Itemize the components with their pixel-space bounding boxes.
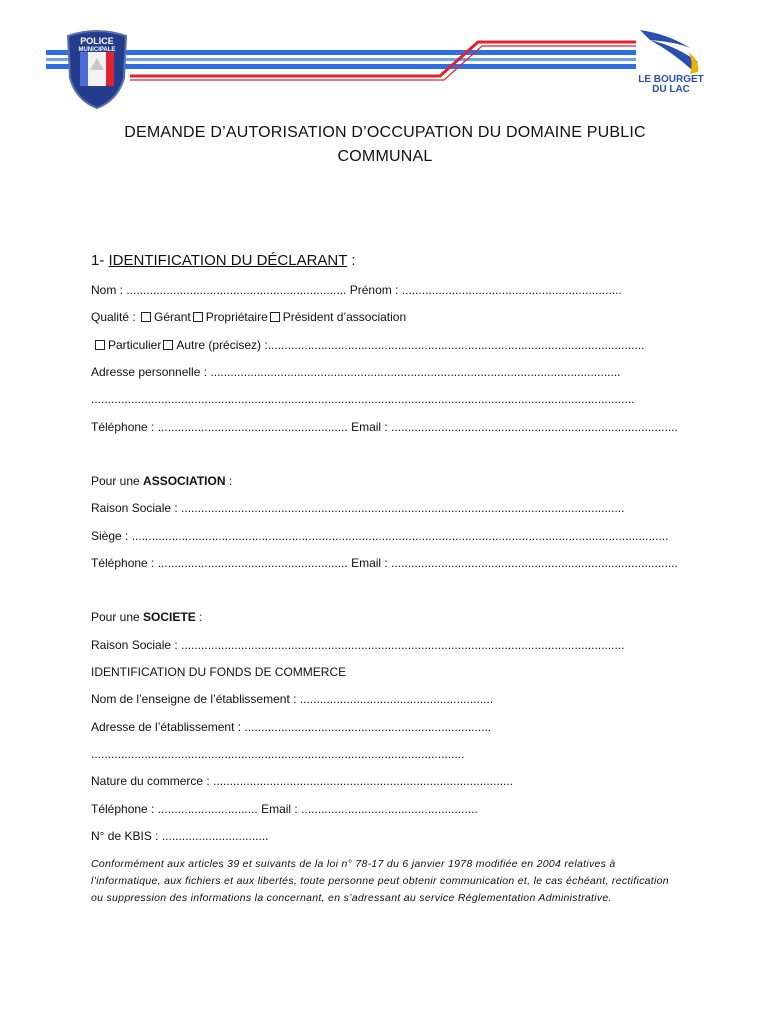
option-president-label: Président d’association <box>282 310 407 324</box>
field-adresse-etablissement[interactable]: Adresse de l’établissement : .......................................................................... <box>91 720 492 734</box>
option-gerant-label: Gérant <box>154 310 191 324</box>
option-proprietaire-label: Propriétaire <box>205 310 268 324</box>
field-qualite-2 <box>93 338 644 353</box>
checkbox-president[interactable] <box>270 312 280 322</box>
section-1-colon: : <box>347 252 356 269</box>
field-nom-prenom[interactable]: Nom : .................................................................. Prénom : .................................................................. <box>91 283 622 297</box>
field-association-raison-sociale[interactable]: Raison Sociale : ..................................................................................................................................... <box>91 501 625 515</box>
societe-heading <box>91 610 202 625</box>
section-1-title: IDENTIFICATION DU DÉCLARANT <box>108 252 348 269</box>
field-adresse-etablissement-2[interactable]: ................................................................................................................ <box>91 747 465 761</box>
societe-label: SOCIETE <box>143 610 196 624</box>
legal-notice: Conformément aux articles 39 et suivants de la loi n° 78-17 du 6 janvier 1978 modifiée en 2004 relatives à l’informatique, aux fichiers et aux libertés, toute personne peut obtenir communication et, le cas échéant, rectification ou suppression des informations la concernant, en s’adressant au service Réglementation Administrative. <box>91 858 669 904</box>
field-kbis[interactable]: N° de KBIS : ................................ <box>91 829 269 843</box>
section-1-heading <box>91 252 356 270</box>
option-particulier-label: Particulier <box>108 338 162 352</box>
logo-text-line1: LE BOURGET <box>638 74 704 85</box>
field-adresse-personnelle[interactable]: Adresse personnelle : ........................................................................................................................... <box>91 365 621 379</box>
field-telephone-email[interactable]: Téléphone : ......................................................... Email : ...................................................................................... <box>91 420 678 434</box>
option-autre-label[interactable]: Autre (précisez) :................................................................................................................. <box>176 338 645 352</box>
association-heading <box>91 474 232 489</box>
field-adresse-personnelle-2[interactable]: ................................................................................................................................................................... <box>91 392 635 406</box>
checkbox-gerant[interactable] <box>141 312 151 322</box>
stripe-blue-1 <box>46 50 636 55</box>
association-label: ASSOCIATION <box>143 474 226 488</box>
document-title-line1: DEMANDE D’AUTORISATION D’OCCUPATION DU DOMAINE PUBLIC <box>124 124 646 141</box>
field-societe-telephone-email[interactable]: Téléphone : .............................. Email : ..................................................... <box>91 802 478 816</box>
checkbox-autre[interactable] <box>163 340 173 350</box>
checkbox-proprietaire[interactable] <box>193 312 203 322</box>
checkbox-particulier[interactable] <box>95 340 105 350</box>
societe-suffix: : <box>195 610 203 624</box>
field-association-telephone-email[interactable]: Téléphone : ......................................................... Email : ...................................................................................... <box>91 556 678 570</box>
le-bourget-du-lac-logo-icon <box>640 30 698 74</box>
association-suffix: : <box>225 474 233 488</box>
badge-text-sub: MUNICIPALE <box>78 47 116 53</box>
letterhead <box>0 0 770 120</box>
qualite-label: Qualité : <box>91 310 140 324</box>
field-societe-raison-sociale[interactable]: Raison Sociale : ..................................................................................................................................... <box>91 638 625 652</box>
field-qualite <box>91 310 406 325</box>
stripe-blue-3 <box>46 64 636 69</box>
fonds-de-commerce-heading: IDENTIFICATION DU FONDS DE COMMERCE <box>91 665 347 679</box>
field-association-siege[interactable]: Siège : ................................................................................................................................................................. <box>91 529 669 543</box>
field-enseigne[interactable]: Nom de l’enseigne de l’établissement : .......................................................... <box>91 692 494 706</box>
document-title-line2: COMMUNAL <box>337 148 433 165</box>
section-1-number: 1- <box>91 252 109 269</box>
badge-text-top: POLICE <box>80 36 114 46</box>
stripe-blue-2 <box>46 58 636 61</box>
letterhead-graphics <box>0 0 770 120</box>
logo-text-line2: DU LAC <box>652 84 690 95</box>
field-nature-commerce[interactable]: Nature du commerce : .......................................................................................... <box>91 774 514 788</box>
association-prefix: Pour une <box>91 474 144 488</box>
societe-prefix: Pour une <box>91 610 144 624</box>
